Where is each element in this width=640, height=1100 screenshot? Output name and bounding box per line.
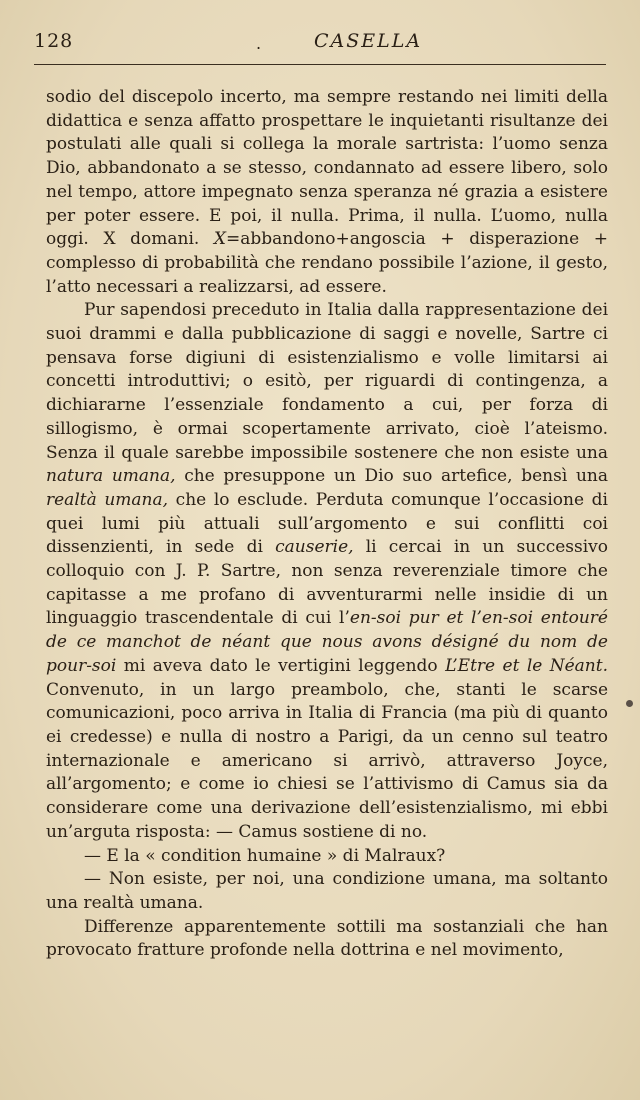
text-run: Pur sapendosi preceduto in Italia dalla rappresentazione dei suoi drammi e dalla pubblicazione di saggi e novelle, Sartre ci pensava forse digiuni di esistenzialismo e volle limitarsi ai concetti introduttivi; o esitò, per riguardi di contingenza, a dichiararne l’essenziale fondamento a cui, per forza di sillogismo, è ormai scopertamente arrivato, cioè l’ateismo. Senza il quale sarebbe impossibile sostenere che non esiste una bbox=[46, 300, 608, 463]
italic-run: L’Etre et le Néant. bbox=[445, 655, 608, 676]
text-run: — E la « condition humaine » di Malraux? bbox=[84, 845, 446, 866]
italic-run: causerie, bbox=[275, 537, 354, 558]
italic-run: en-soi pur et l’en-soi entouré de ce manchot de néant que nous avons désigné du nom de pour-soi bbox=[46, 608, 608, 676]
paragraph-p2 bbox=[46, 299, 608, 844]
text-run: che presuppone un Dio suo artefice, bensì una bbox=[175, 466, 608, 487]
italic-run: realtà umana, bbox=[46, 489, 169, 510]
header-separator: . bbox=[256, 34, 262, 53]
page-header bbox=[34, 26, 606, 58]
italic-run: X bbox=[213, 229, 227, 250]
text-run: li cercai in un successivo colloquio con J. P. Sartre, non senza reverenziale timore che capitasse a me profano di avventurarmi nelle insidie di un linguaggio trascendentale di cui l’ bbox=[46, 537, 609, 629]
running-head: CASELLA bbox=[314, 30, 423, 52]
paragraph-p3 bbox=[46, 845, 608, 869]
text-run: Convenuto, in un largo preambolo, che, stanti le scarse comunicazioni, poco arriva in Italia di Francia (ma più di quanto ei credesse) e nulla di nostro a Parigi, da un cenno sul teatro internazionale e americano si arrivò, attraverso Joyce, all’argomento; e come io chiesi se l’attivismo di Camus sia da considerare come una derivazione dell’esistenzialismo, mi ebbi un’arguta risposta: — Camus sostiene di no. bbox=[46, 679, 608, 842]
text-run: =abbandono+angoscia + disperazione + complesso di probabilità che rendano possibile l’azione, il gesto, l’atto necessari a realizzarsi, ad essere. bbox=[46, 229, 608, 297]
paragraph-p1 bbox=[46, 86, 608, 299]
text-run: — Non esiste, per noi, una condizione umana, ma soltanto una realtà umana. bbox=[46, 869, 608, 913]
text-run: sodio del discepolo incerto, ma sempre restando nei limiti della didattica e senza affatto prospettare le inquietanti risultanze dei postulati alle quali si collega la morale sartrista: l’uomo senza Dio, abbandonato a se stesso, condannato ad essere libero, solo nel tempo, attore impegnato senza speranza né grazia a esistere per poter essere. E poi, il nulla. Prima, il nulla. L’uomo, nulla oggi. X domani. bbox=[46, 87, 608, 250]
italic-run: natura umana, bbox=[46, 466, 176, 487]
header-rule bbox=[34, 64, 606, 65]
body-text bbox=[46, 86, 608, 963]
paragraph-p5 bbox=[46, 916, 608, 963]
text-run: mi aveva dato le vertigini leggendo bbox=[116, 655, 446, 676]
text-run: Differenze apparentemente sottili ma sostanziali che han provocato fratture profonde nella dottrina e nel movimento, bbox=[46, 916, 608, 961]
margin-mark bbox=[626, 700, 633, 707]
paragraph-p4 bbox=[46, 868, 608, 915]
page-number: 128 bbox=[34, 30, 74, 52]
text-run: che lo esclude. Perduta comunque l’occasione di quei lumi più attuali sull’argomento e sui conflitti coi dissenzienti, in sede di bbox=[46, 489, 608, 558]
